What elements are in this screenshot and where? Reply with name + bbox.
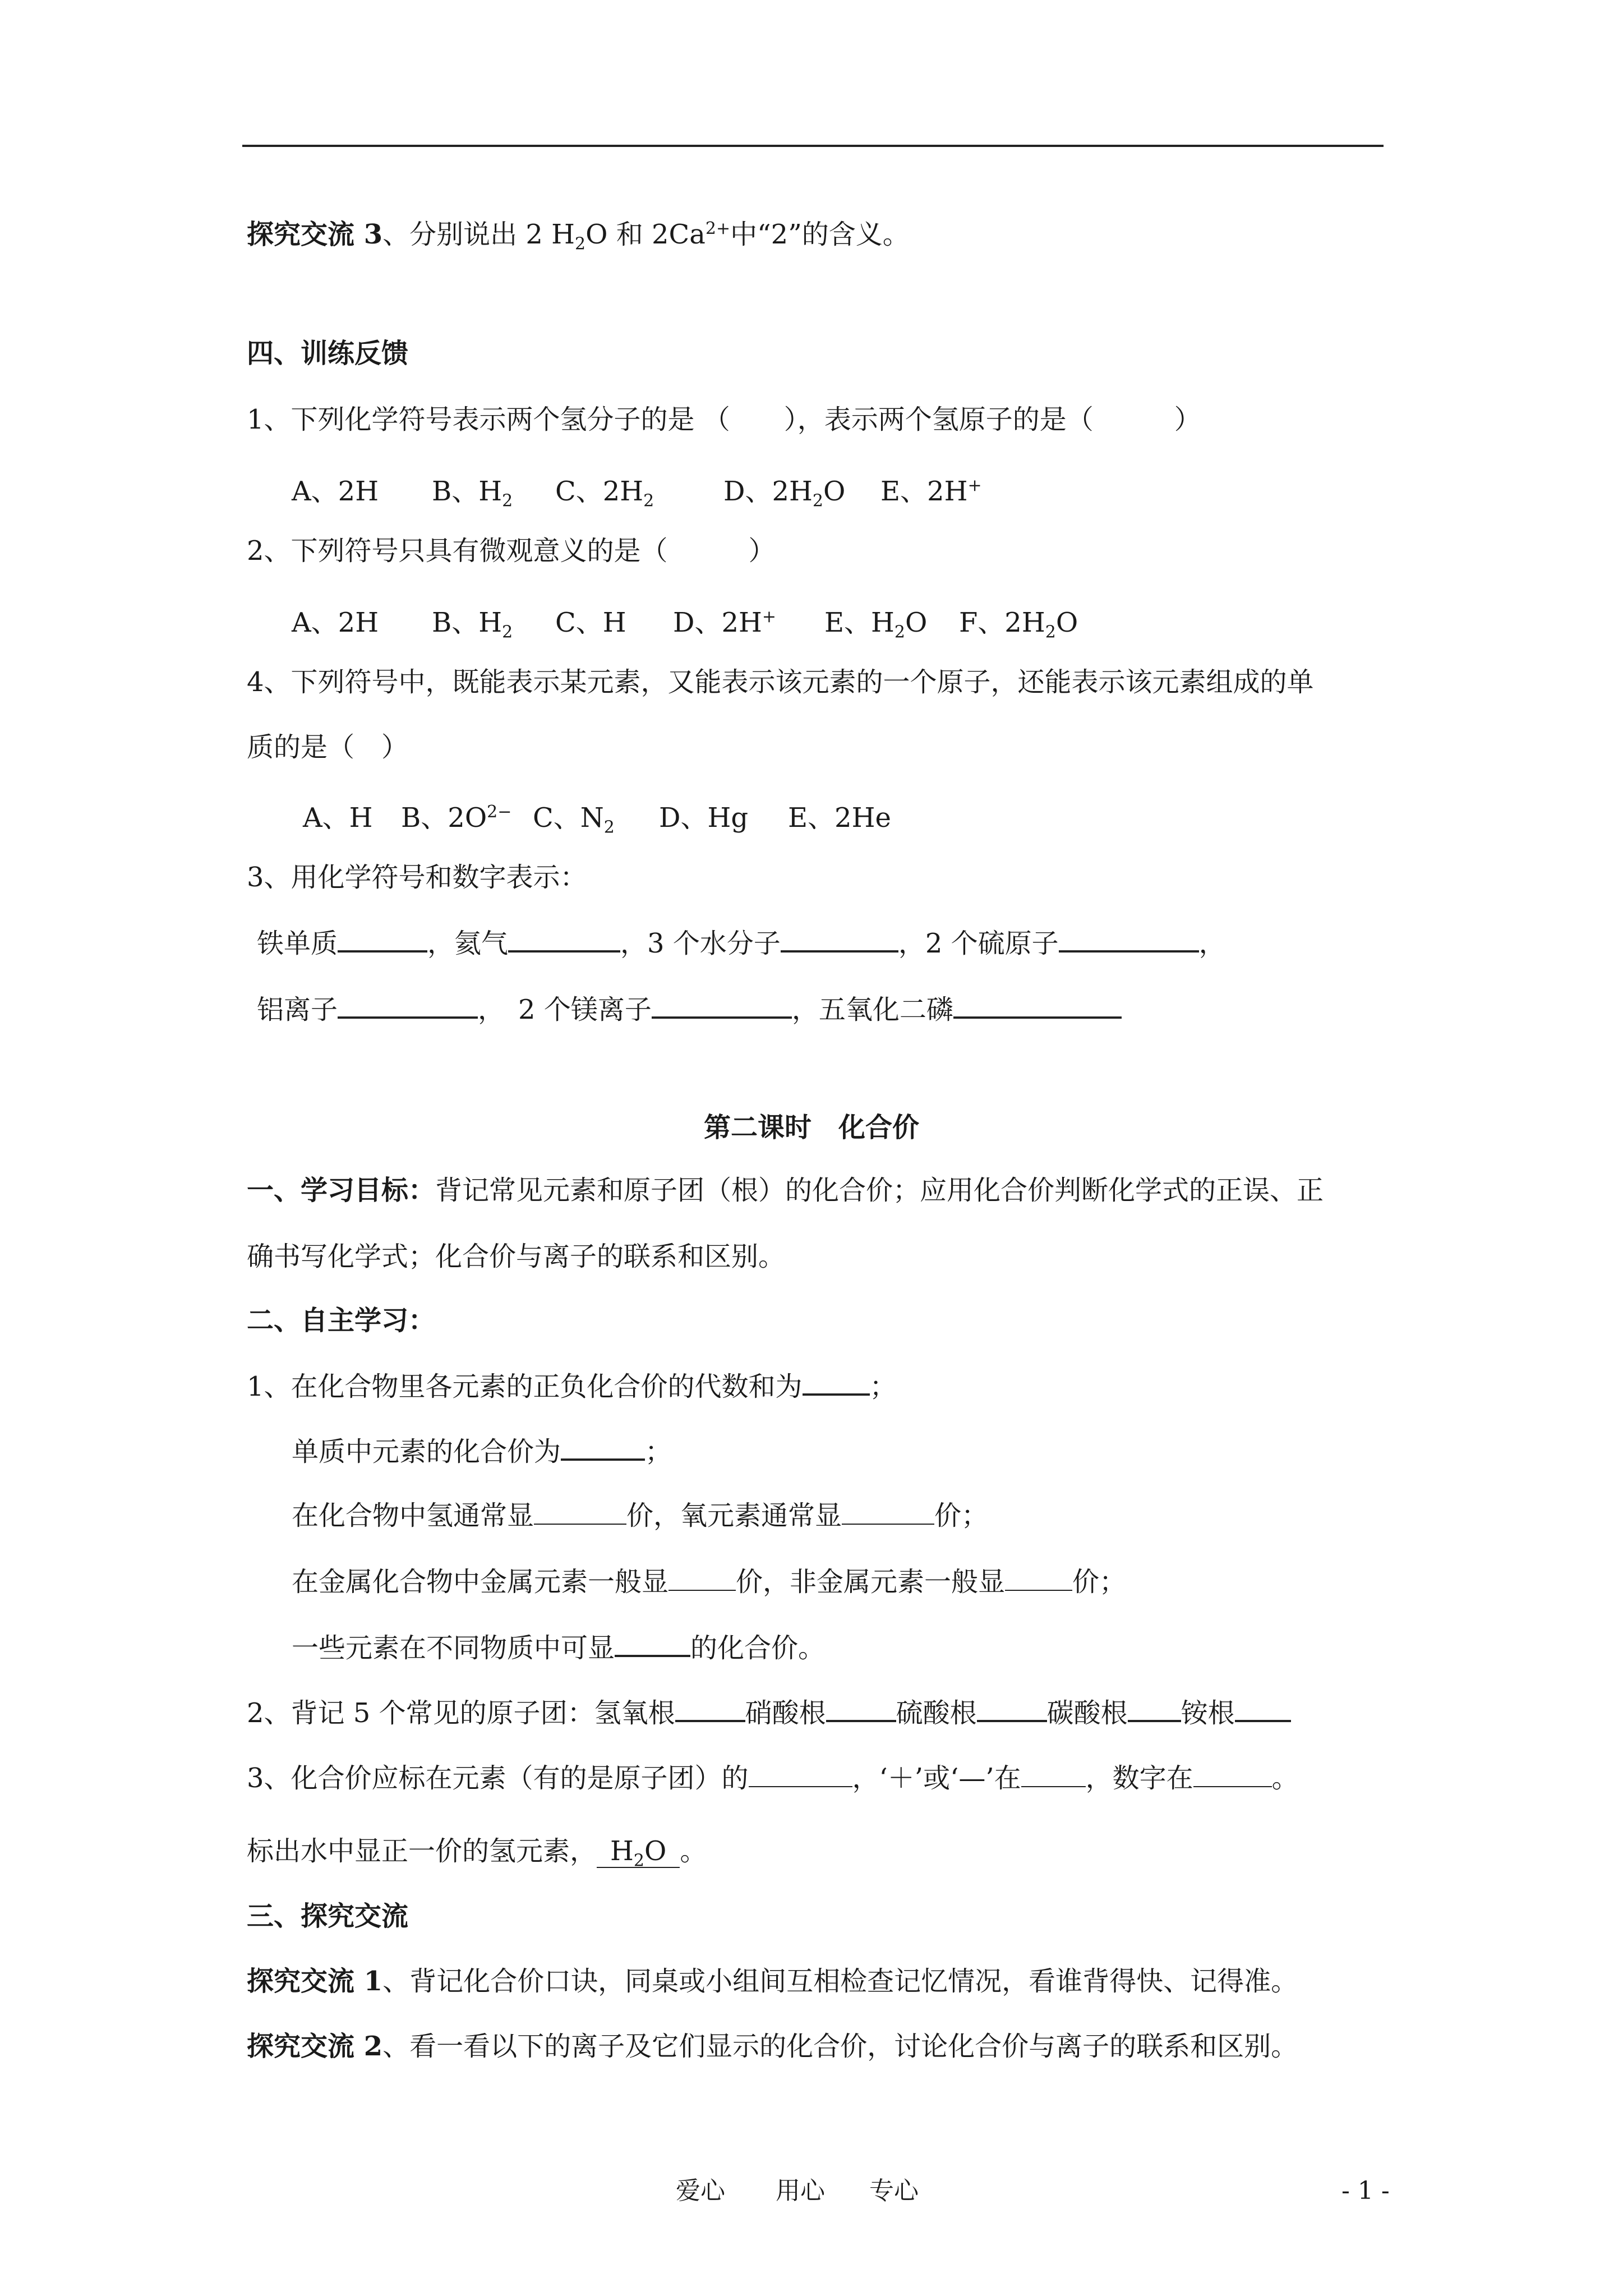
- blank-elemental-valence[interactable]: [561, 1434, 645, 1461]
- q2-stem: 2、下列符号只具有微观意义的是（ ）: [247, 535, 776, 567]
- lesson-title: 第二课时 化合价: [703, 1112, 919, 1143]
- blank-sign-position[interactable]: [1021, 1761, 1086, 1787]
- q1-options: A、2H B、$H_2$ C、$2H_2$ D、$2H_2O$ E、2H+: [292, 476, 982, 511]
- blank-sulfur[interactable]: [1059, 926, 1199, 953]
- footer-motto-3: 专心: [869, 2177, 919, 2205]
- q1-stem: 1、下列化学符号表示两个氢分子的是 （ ），表示两个氢原子的是（ ）: [247, 404, 1201, 435]
- q4-options: A、H B、$2O^{2-}$ C、$N_2$ D、Hg E、2He: [303, 802, 891, 838]
- header-rule: [242, 145, 1384, 147]
- footer-motto-1: 爱心: [676, 2177, 725, 2205]
- blank-water[interactable]: [781, 926, 898, 953]
- blank-aluminum-ion[interactable]: [338, 992, 478, 1019]
- self-q1: 1、在化合物里各元素的正负化合价的代数和为 ；: [247, 1369, 897, 1404]
- explore-2: 探究交流 2、看一看以下的离子及它们显示的化合价，讨论化合价与离子的联系和区别。: [247, 2031, 1298, 2062]
- blank-p2o5[interactable]: [953, 992, 1122, 1019]
- blank-nitrate[interactable]: [826, 1695, 896, 1722]
- blank-iron[interactable]: [338, 926, 427, 953]
- blank-position[interactable]: [749, 1761, 852, 1787]
- section-title-explore: 三、探究交流: [247, 1901, 409, 1932]
- blank-nonmetal-valence[interactable]: [1005, 1565, 1072, 1591]
- blank-ammonium[interactable]: [1235, 1695, 1291, 1722]
- footer-motto-2: 用心: [776, 2177, 825, 2205]
- q3-row2: 铝离子 ， 2 个镁离子 ，五氧化二磷: [257, 992, 1122, 1027]
- blank-hydroxide[interactable]: [675, 1695, 745, 1722]
- section-title-self-study: 二、自主学习：: [247, 1305, 436, 1336]
- blank-number-position[interactable]: [1193, 1761, 1272, 1787]
- explore-1: 探究交流 1、背记化合价口诀，同桌或小组间互相检查记忆情况，看谁背得快、记得准。: [247, 1966, 1298, 1997]
- blank-metal-valence[interactable]: [668, 1565, 736, 1591]
- blank-magnesium-ion[interactable]: [652, 992, 792, 1019]
- blank-hydrogen-valence[interactable]: [534, 1499, 626, 1525]
- self-q3-example: 标出水中显正一价的氢元素， $H_2O$ 。: [247, 1835, 707, 1871]
- blank-helium[interactable]: [508, 926, 620, 953]
- blank-sulfate[interactable]: [977, 1695, 1047, 1722]
- q4-stem-line2: 质的是（ ）: [247, 731, 409, 763]
- learning-goal-line1: 一、学习目标：背记常见元素和原子团（根）的化合价；应用化合价判断化学式的正误、正: [247, 1175, 1324, 1206]
- self-q2: 2、背记 5 个常见的原子团：氢氧根 硝酸根 硫酸根 碳酸根 铵根: [247, 1695, 1291, 1730]
- question-explore-3: 探究交流 3、分别说出 2 $H_2O$ 和 $2Ca^{2+}$中“2”的含义。: [247, 219, 910, 254]
- self-q1-metal: 在金属化合物中金属元素一般显 价，非金属元素一般显 价；: [292, 1566, 1127, 1598]
- q3-stem: 3、用化学符号和数字表示：: [247, 862, 587, 893]
- self-q1-h-o: 在化合物中氢通常显 价，氧元素通常显 价；: [292, 1500, 989, 1531]
- blank-oxygen-valence[interactable]: [842, 1499, 934, 1525]
- blank-variable-valence[interactable]: [615, 1630, 690, 1657]
- section-title-feedback: 四、训练反馈: [247, 338, 409, 369]
- self-q1-elemental: 单质中元素的化合价为 ；: [292, 1434, 672, 1469]
- self-q3: 3、化合价应标在元素（有的是原子团）的 ，‘＋’或‘—’在 ，数字在 。: [247, 1763, 1299, 1794]
- self-q1-variable: 一些元素在不同物质中可显 的化合价。: [292, 1630, 825, 1665]
- q4-stem-line1: 4、下列符号中，既能表示某元素，又能表示该元素的一个原子，还能表示该元素组成的单: [247, 666, 1314, 698]
- q3-row1: 铁单质 ，氦气 ，3 个水分子 ，2 个硫原子 ，: [257, 926, 1226, 960]
- page-number: - 1 -: [1341, 2177, 1390, 2205]
- q2-options: A、2H B、$H_2$ C、H D、2H+ E、$H_2O$ F、$2H_2O$: [292, 607, 1078, 642]
- water-formula-answer: $H_2O$: [597, 1835, 680, 1868]
- blank-algebraic-sum[interactable]: [803, 1369, 870, 1396]
- learning-goal-line2: 确书写化学式；化合价与离子的联系和区别。: [247, 1241, 786, 1272]
- blank-carbonate[interactable]: [1128, 1695, 1181, 1722]
